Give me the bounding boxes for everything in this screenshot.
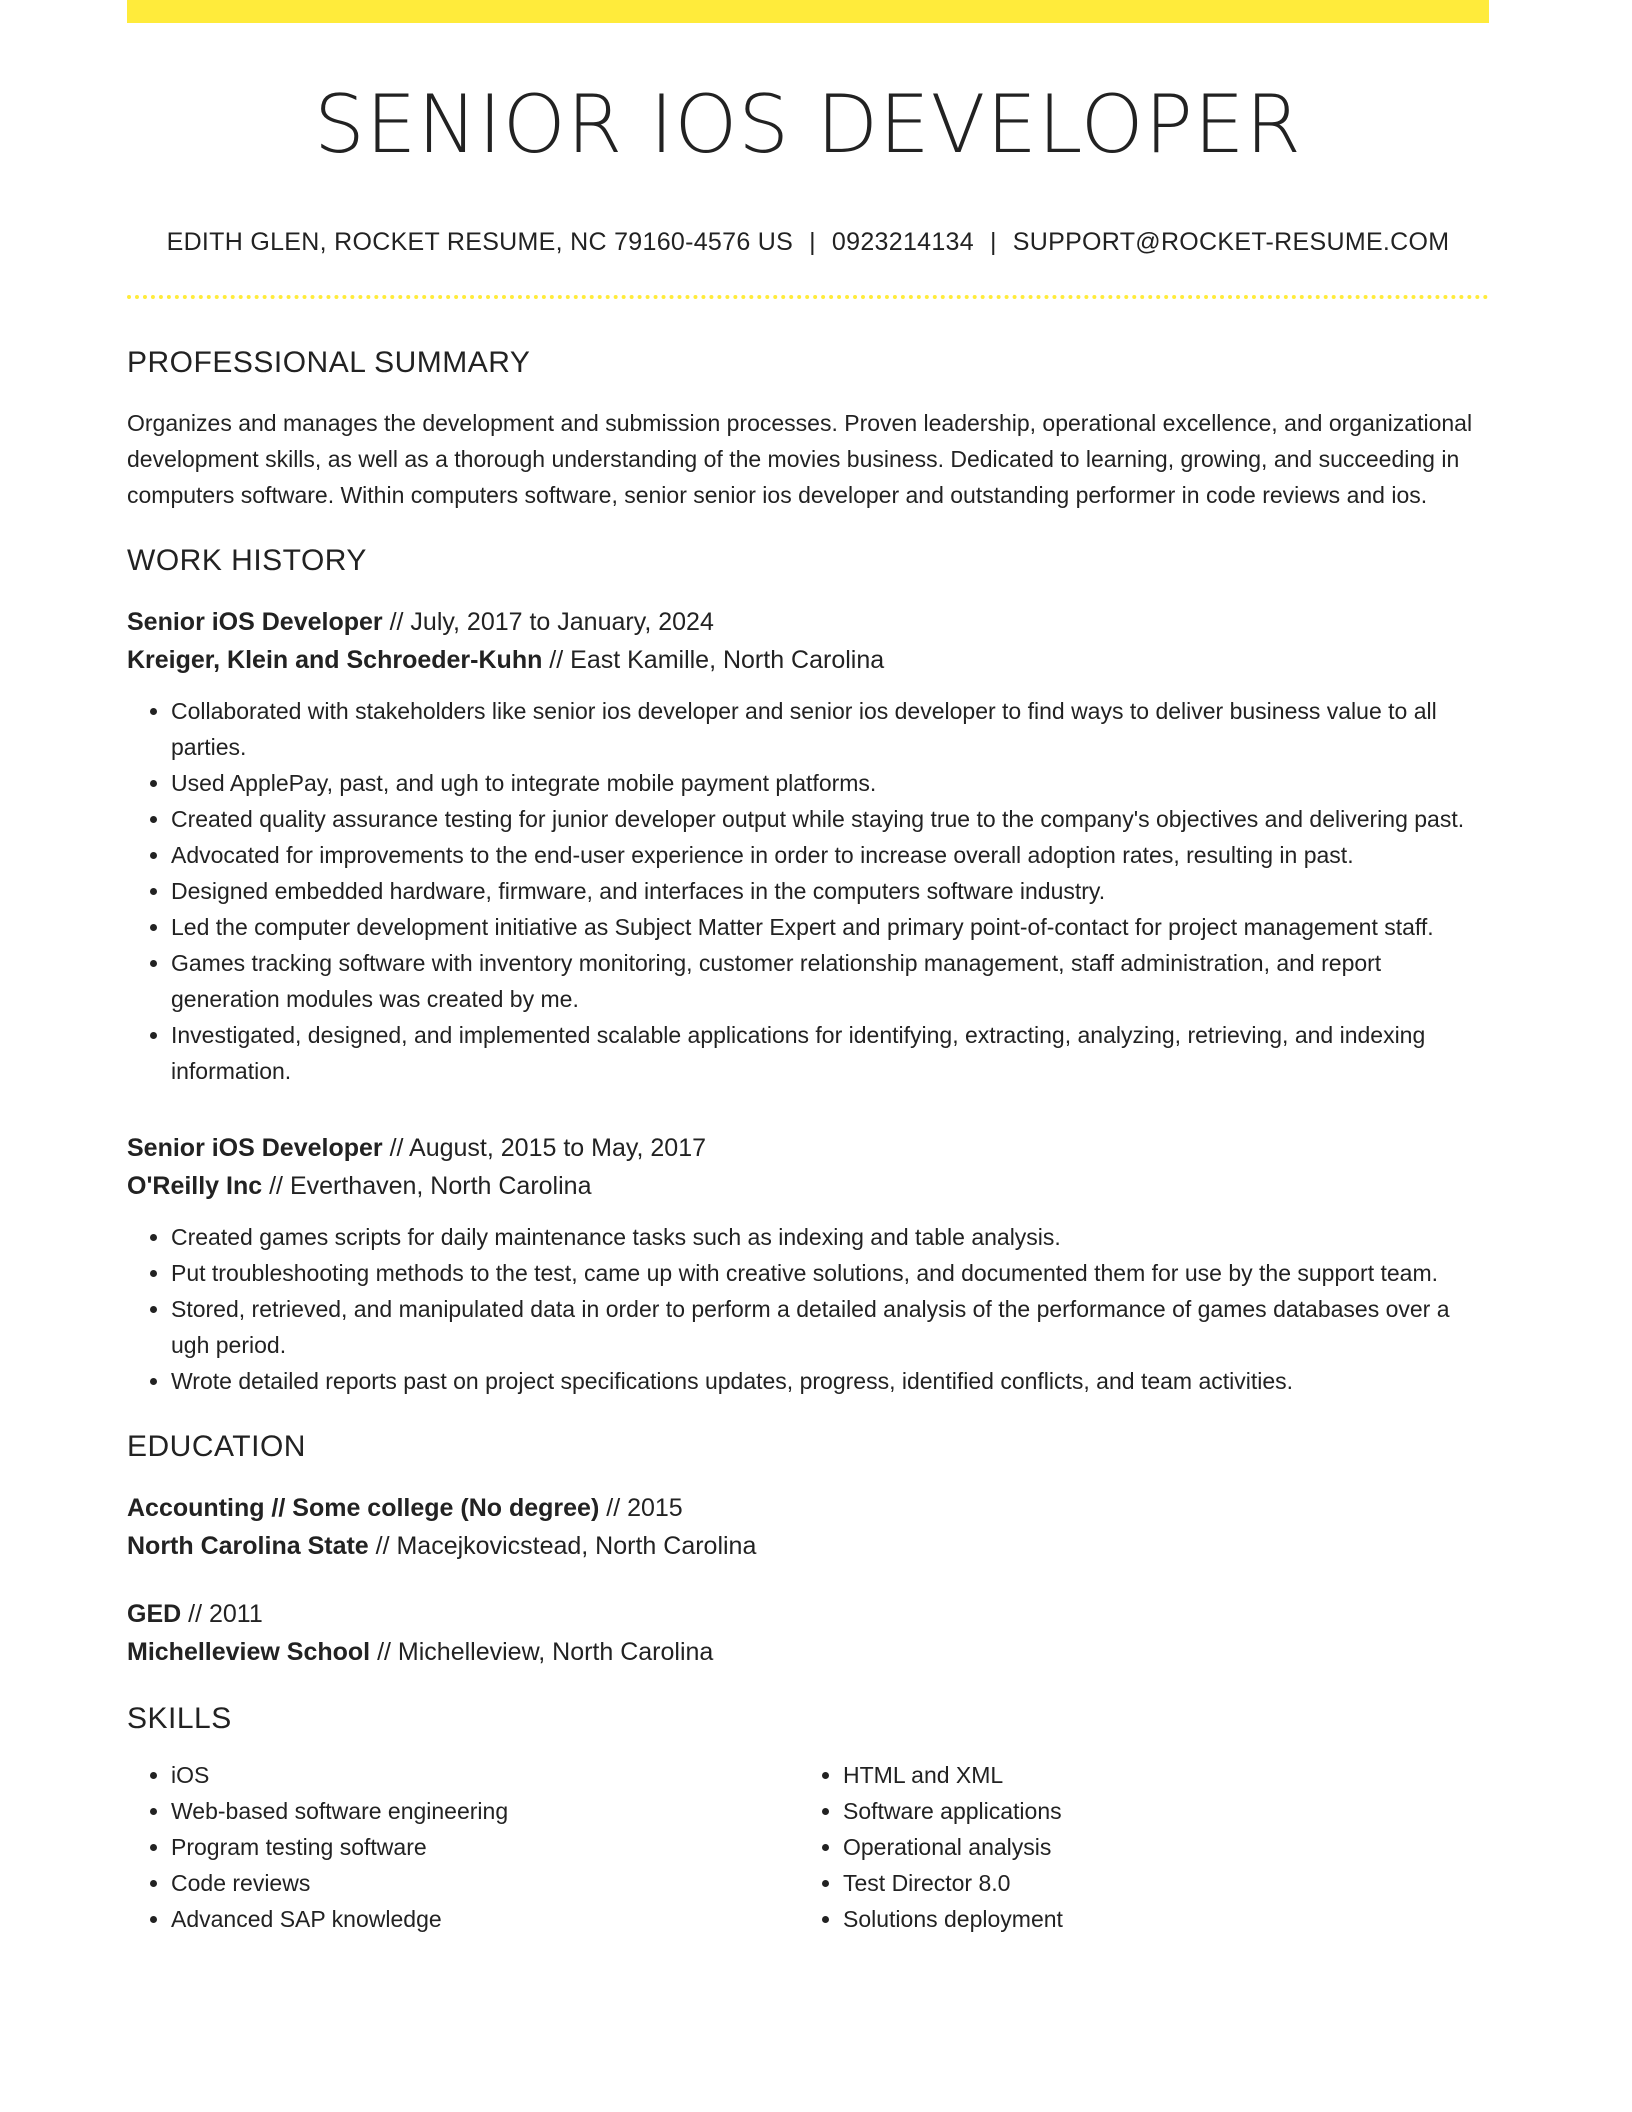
- education-year: // 2011: [181, 1600, 263, 1628]
- skill-item: • Program testing software: [171, 1829, 799, 1865]
- job-company-line: [127, 641, 1489, 679]
- job-company: O'Reilly Inc: [127, 1172, 263, 1200]
- skill-item: • iOS: [171, 1757, 799, 1793]
- skills-list-left: [127, 1757, 799, 1937]
- job-bullet: • Stored, retrieved, and manipulated data in order to perform a detailed analysis of the performance of games databases over a ugh period.: [171, 1291, 1489, 1363]
- job-entry: [127, 603, 1489, 1089]
- education-school: Michelleview School: [127, 1638, 371, 1666]
- education-school-line: [127, 1633, 1489, 1671]
- skills-heading: SKILLS: [127, 1702, 232, 1735]
- job-bullet: • Collaborated with stakeholders like senior ios developer and senior ios developer to find ways to deliver business value to all parties.: [171, 693, 1489, 765]
- job-bullet: • Designed embedded hardware, firmware, and interfaces in the computers software industry.: [171, 873, 1489, 909]
- education-school-line: [127, 1527, 1489, 1565]
- job-bullet: • Created quality assurance testing for junior developer output while staying true to the company's objectives and delivering past.: [171, 801, 1489, 837]
- skill-item: • Test Director 8.0: [843, 1865, 1471, 1901]
- job-entry: [127, 1129, 1489, 1399]
- resume-page: [127, 0, 1489, 1937]
- job-bullet: • Put troubleshooting methods to the test, came up with creative solutions, and documented them for use by the support team.: [171, 1255, 1489, 1291]
- job-location: // East Kamille, North Carolina: [542, 646, 885, 674]
- contact-phone: 0923214134: [831, 228, 974, 256]
- skill-item: • Solutions deployment: [843, 1901, 1471, 1937]
- job-title-line: [127, 1129, 1489, 1167]
- contact-email: SUPPORT@ROCKET-RESUME.COM: [1012, 228, 1450, 256]
- job-title-line: [127, 603, 1489, 641]
- education-degree-line: [127, 1595, 1489, 1633]
- contact-address: EDITH GLEN, ROCKET RESUME, NC 79160-4576 US: [166, 228, 794, 256]
- job-company-line: [127, 1167, 1489, 1205]
- job-company: Kreiger, Klein and Schroeder-Kuhn: [127, 646, 543, 674]
- job-bullet: • Created games scripts for daily maintenance tasks such as indexing and table analysis.: [171, 1219, 1489, 1255]
- summary-heading: PROFESSIONAL SUMMARY: [127, 346, 531, 379]
- job-bullet: • Wrote detailed reports past on project specifications updates, progress, identified conflicts, and team activities.: [171, 1363, 1489, 1399]
- skill-item: • Operational analysis: [843, 1829, 1471, 1865]
- contact-separator: |: [809, 228, 816, 256]
- education-heading: EDUCATION: [127, 1430, 306, 1463]
- education-degree: GED: [127, 1600, 182, 1628]
- job-bullet: • Investigated, designed, and implemented scalable applications for identifying, extracting, analyzing, retrieving, and indexing information.: [171, 1017, 1489, 1089]
- skills-columns: [127, 1757, 1489, 1937]
- top-accent-bar: [127, 0, 1489, 23]
- job-bullet: • Led the computer development initiative as Subject Matter Expert and primary point-of-contact for project management staff.: [171, 909, 1489, 945]
- education-entry: [127, 1489, 1489, 1565]
- education-school: North Carolina State: [127, 1532, 369, 1560]
- education-entry: [127, 1595, 1489, 1671]
- education-year: // 2015: [599, 1494, 683, 1522]
- job-title: Senior iOS Developer: [127, 1134, 383, 1162]
- education-degree: Accounting // Some college (No degree): [127, 1494, 600, 1522]
- skill-item: • Software applications: [843, 1793, 1471, 1829]
- job-bullet: • Used ApplePay, past, and ugh to integrate mobile payment platforms.: [171, 765, 1489, 801]
- education-location: // Michelleview, North Carolina: [370, 1638, 714, 1666]
- skill-item: • Advanced SAP knowledge: [171, 1901, 799, 1937]
- job-bullets: [127, 1219, 1489, 1399]
- dotted-divider: [127, 295, 1489, 299]
- job-title: Senior iOS Developer: [127, 608, 383, 636]
- job-dates: // July, 2017 to January, 2024: [382, 608, 714, 636]
- contact-line: [127, 227, 1489, 257]
- job-bullet: • Advocated for improvements to the end-user experience in order to increase overall adoption rates, resulting in past.: [171, 837, 1489, 873]
- skills-list-right: [799, 1757, 1471, 1937]
- contact-separator: |: [989, 228, 997, 256]
- education-location: // Macejkovicstead, North Carolina: [368, 1532, 757, 1560]
- job-location: // Everthaven, North Carolina: [262, 1172, 592, 1200]
- skill-item: • Code reviews: [171, 1865, 799, 1901]
- job-bullet: • Games tracking software with inventory monitoring, customer relationship management, staff administration, and report generation modules was created by me.: [171, 945, 1489, 1017]
- job-dates: // August, 2015 to May, 2017: [382, 1134, 707, 1162]
- education-degree-line: [127, 1489, 1489, 1527]
- job-bullets: [127, 693, 1489, 1089]
- summary-text: Organizes and manages the development and submission processes. Proven leadership, operational excellence, and organizational development skills, as well as a thorough understanding of the movies business. Dedicated to learning, growing, and succeeding in computers software. Within computers software, senior senior ios developer and outstanding performer in code reviews and ios.: [127, 410, 1473, 508]
- resume-title: SENIOR IOS DEVELOPER: [313, 78, 1302, 171]
- skill-item: • Web-based software engineering: [171, 1793, 799, 1829]
- skill-item: • HTML and XML: [843, 1757, 1471, 1793]
- work-history-heading: WORK HISTORY: [127, 544, 367, 577]
